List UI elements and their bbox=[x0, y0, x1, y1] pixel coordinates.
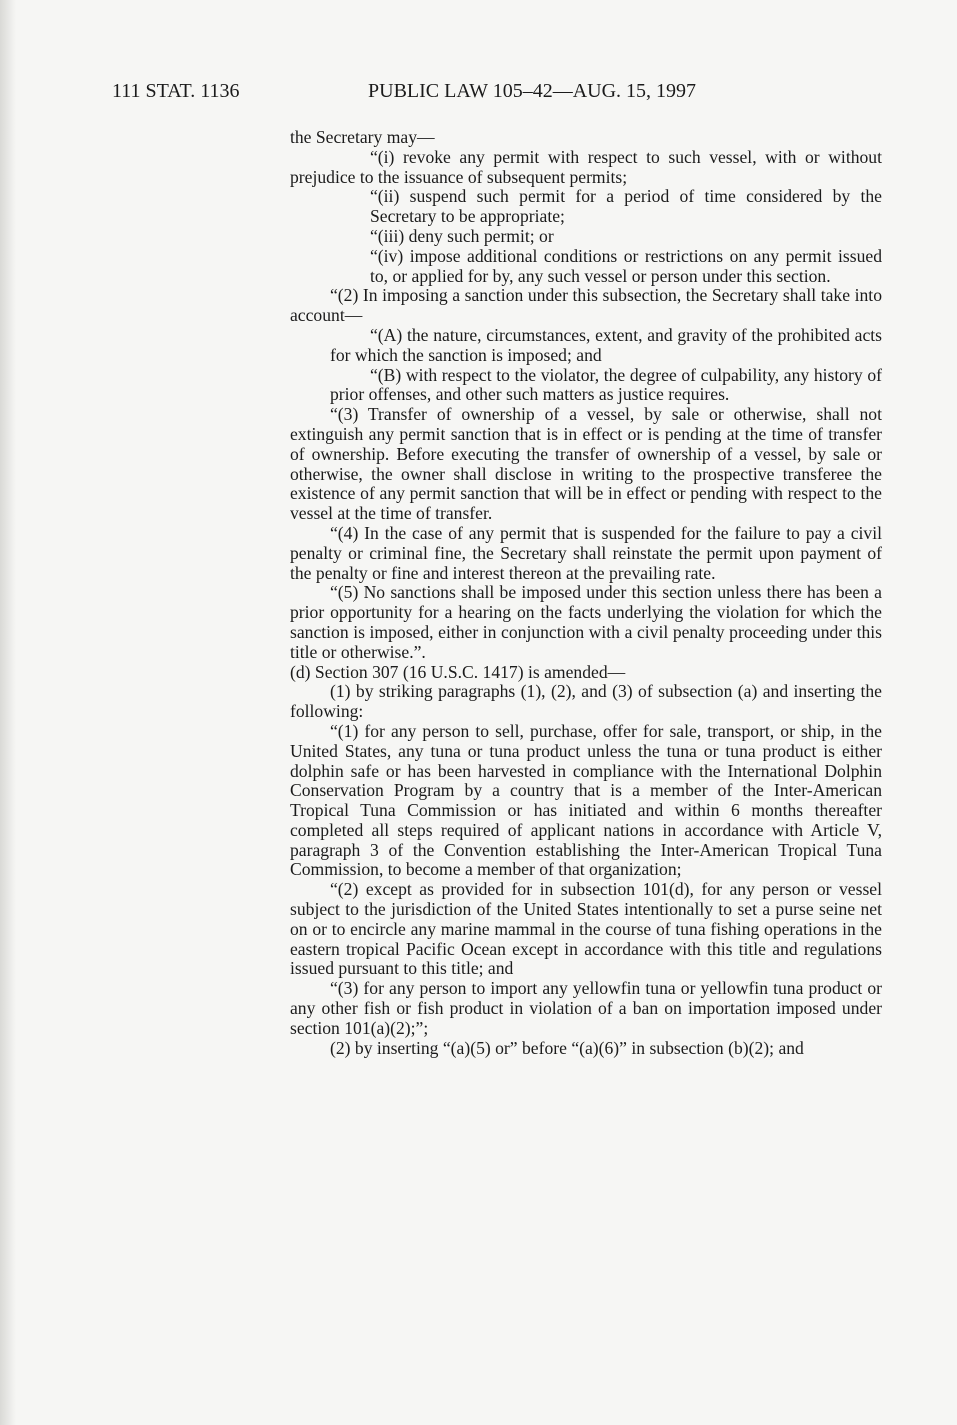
paragraph: “(2) In imposing a sanction under this subsection, the Secretary shall take into account— bbox=[290, 285, 882, 326]
statute-body bbox=[290, 128, 882, 1058]
paragraph: “(ii) suspend such permit for a period of time considered by the Secretary to be appropriate; bbox=[370, 186, 882, 227]
running-header bbox=[112, 80, 772, 106]
paragraph: (d) Section 307 (16 U.S.C. 1417) is amended— bbox=[290, 661, 626, 682]
paragraph: “(3) Transfer of ownership of a vessel, by sale or otherwise, shall not extinguish any permit sanction that is in effect or is pending at the time of transfer of ownership. Before executing the transfer of ownership of a vessel, by sale or otherwise, the owner shall disclose in writing to the prospective transferee the existence of any permit sanction that will be in effect or pending with respect to the vessel at the time of transfer. bbox=[290, 404, 882, 524]
paragraph: (1) by striking paragraphs (1), (2), and (3) of subsection (a) and inserting the following: bbox=[290, 681, 882, 722]
paragraph: “(5) No sanctions shall be imposed under this section unless there has been a prior opportunity for a hearing on the facts underlying the violation for which the sanction is imposed, either in conjunction with a civil penalty proceeding under this title or otherwise.”. bbox=[290, 582, 882, 662]
paragraph: (2) by inserting “(a)(5) or” before “(a)(6)” in subsection (b)(2); and bbox=[330, 1037, 804, 1058]
paragraph: “(4) In the case of any permit that is suspended for the failure to pay a civil penalty or criminal fine, the Secretary shall reinstate the permit upon payment of the penalty or fine and interest thereon at the prevailing rate. bbox=[290, 522, 882, 583]
paragraph: the Secretary may— bbox=[290, 127, 435, 147]
statute-page-reference: 111 STAT. 1136 bbox=[112, 80, 240, 102]
law-title: PUBLIC LAW 105–42—AUG. 15, 1997 bbox=[368, 80, 697, 102]
paragraph: “(2) except as provided for in subsection 101(d), for any person or vessel subject to the jurisdiction of the United States intentionally to set a purse seine net on or to encircle any marine mammal in the course of tuna fishing operations in the eastern tropical Pacific Ocean except in accordance with this title and regulations issued pursuant to this title; and bbox=[290, 879, 882, 979]
paragraph: “(iii) deny such permit; or bbox=[370, 225, 554, 246]
paragraph: “(B) with respect to the violator, the degree of culpability, any history of prior offenses, and other such matters as justice requires. bbox=[330, 364, 882, 405]
paragraph: “(1) for any person to sell, purchase, offer for sale, transport, or ship, in the United States, any tuna or tuna product unless the tuna or tuna product is either dolphin safe or has been harvested in compliance with the International Dolphin Conservation Program by a country that is a member of the Inter-American Tropical Tuna Commission or has initiated and within 6 months thereafter completed all steps required of applicant nations in accordance with Article V, paragraph 3 of the Convention establishing the Inter-American Tropical Tuna Commission, to become a member of that organization; bbox=[290, 720, 882, 880]
paragraph: “(i) revoke any permit with respect to such vessel, with or without prejudice to the issuance of subsequent permits; bbox=[290, 146, 882, 187]
paragraph: “(A) the nature, circumstances, extent, and gravity of the prohibited acts for which the sanction is imposed; and bbox=[330, 324, 882, 365]
page-edge-shadow bbox=[0, 0, 16, 1425]
paragraph: “(iv) impose additional conditions or restrictions on any permit issued to, or applied for by, any such vessel or person under this section. bbox=[370, 245, 882, 286]
paragraph: “(3) for any person to import any yellowfin tuna or yellowfin tuna product or any other fish or fish product in violation of a ban on importation imposed under section 101(a)(2);”; bbox=[290, 978, 882, 1038]
